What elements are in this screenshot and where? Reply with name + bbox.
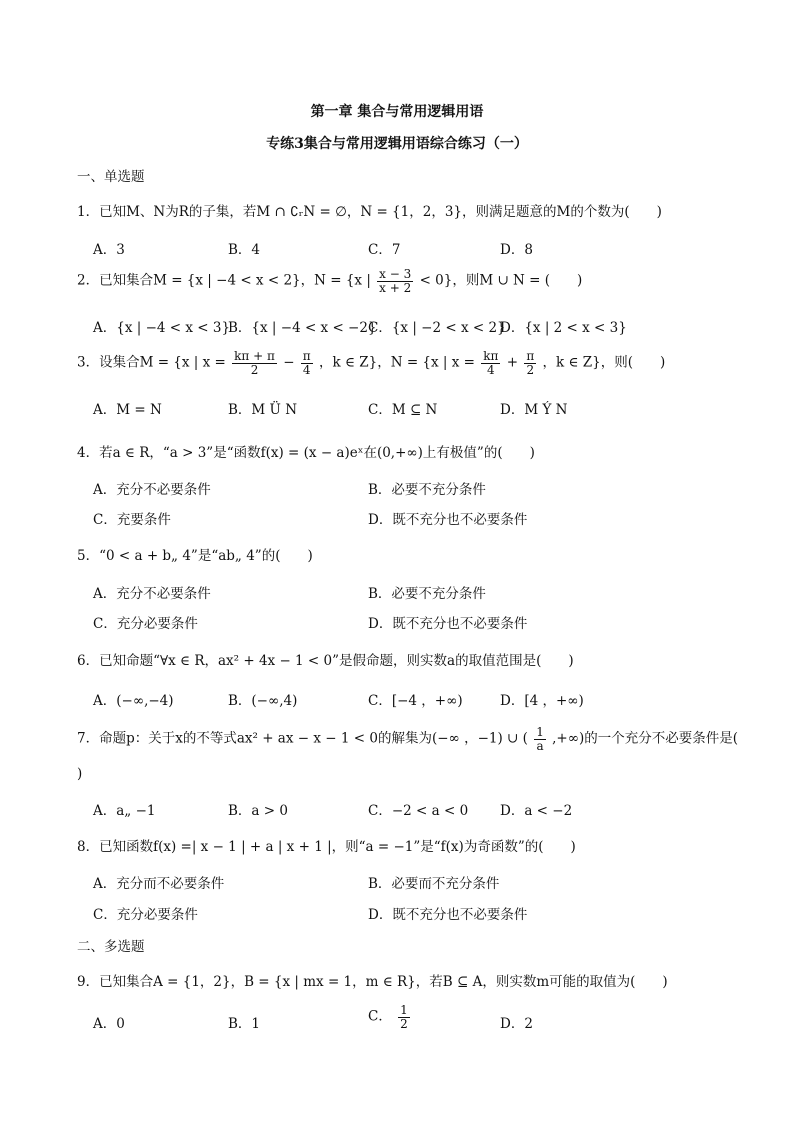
q5-option-a: A．充分不必要条件 [93, 586, 211, 602]
q8-option-a: A．充分而不必要条件 [93, 876, 225, 892]
q1-option-a: A．3 [93, 242, 125, 258]
q9-c-frac-den: 2 [400, 1016, 408, 1031]
question-9-stem: 9．已知集合A = {1，2}，B = {x | mx = 1，m ∈ R}，若B ⊆ A，则实数m可能的取值为( ) [77, 974, 668, 990]
q2-fraction [377, 268, 413, 294]
q3-mid-1: − [283, 354, 295, 371]
question-4-stem: 4．若a ∈ R，“a > 3”是“函数f(x) = (x − a)eˣ在(0,+∞)上有极值”的( ) [77, 445, 535, 461]
q3-mid-3: + [506, 354, 519, 371]
q9-option-c [368, 1004, 412, 1030]
q5-option-c: C．充分必要条件 [93, 616, 198, 632]
q3-fraction-2 [301, 350, 313, 376]
q3-f2-num: π [302, 349, 311, 363]
q3-f1-den: 2 [250, 362, 259, 377]
q7-stem-pre: 7．命题p：关于x的不等式ax² + ax − x − 1 < 0的解集为(−∞ ，−1) ∪ ( [77, 730, 528, 747]
question-2-stem [77, 268, 582, 294]
q3-f4-den: 2 [526, 362, 535, 377]
q9-option-d: D．2 [500, 1016, 533, 1032]
q7-option-d: D．a < −2 [500, 803, 573, 819]
section-single-choice: 一、单选题 [77, 169, 145, 185]
q6-option-d: D．[4 ，+∞) [500, 693, 584, 709]
q9-c-frac-num: 1 [400, 1003, 408, 1017]
q3-f4-num: π [526, 349, 535, 363]
q9-option-a: A．0 [93, 1016, 125, 1032]
question-6-stem: 6．已知命题“∀x ∈ R，ax² + 4x − 1 < 0”是假命题，则实数a的取值范围是( ) [77, 653, 574, 669]
q4-option-b: B．必要不充分条件 [368, 482, 486, 498]
q3-f2-den: 4 [302, 362, 311, 377]
q3-option-a: A．M = N [93, 402, 162, 418]
q5-option-b: B．必要不充分条件 [368, 586, 486, 602]
q2-frac-num: x − 3 [379, 267, 412, 281]
section-multi-choice: 二、多选题 [77, 939, 145, 955]
q1-option-c: C．7 [368, 242, 401, 258]
q8-option-d: D．既不充分也不必要条件 [368, 907, 528, 923]
q7-option-b: B．a > 0 [228, 803, 288, 819]
q6-option-b: B．(−∞,4) [228, 693, 298, 709]
q8-option-b: B．必要而不充分条件 [368, 876, 500, 892]
q7-frac-den: a [536, 738, 544, 753]
q3-fraction-4 [524, 350, 536, 376]
q3-stem-pre: 3．设集合M = {x | x = [77, 354, 226, 371]
q2-option-c: C．{x | −2 < x < 2} [368, 320, 506, 336]
q8-option-c: C．充分必要条件 [93, 907, 198, 923]
q2-stem-pre: 2．已知集合M = {x | −4 < x < 2}，N = {x | [77, 272, 371, 289]
question-1-stem: 1．已知M、N为R的子集，若M ∩ ∁ᵣN = ∅，N = {1，2，3}，则满足题意的M的个数为( ) [77, 204, 662, 220]
chapter-title: 第一章 集合与常用逻辑用语 [310, 104, 484, 120]
q1-option-b: B．4 [228, 242, 261, 258]
q1-option-d: D．8 [500, 242, 533, 258]
q3-f3-num: kπ [483, 349, 499, 363]
q3-fraction-3 [481, 350, 500, 376]
q3-fraction-1 [232, 350, 277, 376]
q6-option-c: C．[−4 ，+∞) [368, 693, 463, 709]
q4-option-a: A．充分不必要条件 [93, 482, 211, 498]
q3-option-c: C．M ⊆ N [368, 402, 438, 418]
q2-option-a: A．{x | −4 < x < 3} [93, 320, 231, 336]
q2-frac-den: x + 2 [379, 280, 412, 295]
q4-option-c: C．充要条件 [93, 512, 171, 528]
worksheet-subtitle: 专练3集合与常用逻辑用语综合练习（一） [266, 136, 528, 152]
question-8-stem: 8．已知函数f(x) =| x − 1 | + a | x + 1 |，则“a = −1”是“f(x)为奇函数”的( ) [77, 839, 576, 855]
question-7-stem-continued: ) [77, 766, 83, 782]
q9-option-b: B．1 [228, 1016, 261, 1032]
question-7-stem [77, 726, 738, 752]
q9-option-c-fraction [398, 1004, 410, 1030]
question-3-stem [77, 350, 665, 376]
q7-stem-post: ,+∞)的一个充分不必要条件是( [552, 730, 739, 747]
q3-f3-den: 4 [487, 362, 495, 377]
q2-option-b: B．{x | −4 < x < −2} [228, 320, 377, 336]
q4-option-d: D．既不充分也不必要条件 [368, 512, 528, 528]
q6-option-a: A．(−∞,−4) [93, 693, 174, 709]
q7-option-a: A．a„ −1 [93, 803, 156, 819]
q3-stem-post: ，k ∈ Z}，则( ) [542, 354, 666, 371]
q7-fraction [534, 726, 546, 752]
q7-frac-num: 1 [536, 725, 544, 739]
q3-option-b: B．M Ü N [228, 402, 298, 418]
q3-mid-2: ，k ∈ Z}，N = {x | x = [318, 354, 475, 371]
q5-option-d: D．既不充分也不必要条件 [368, 616, 528, 632]
q2-option-d: D．{x | 2 < x < 3} [500, 320, 627, 336]
q3-f1-num: kπ + π [234, 349, 275, 363]
q9-option-c-label: C． [368, 1008, 392, 1025]
question-5-stem: 5．“0 < a + b„ 4”是“ab„ 4”的( ) [77, 548, 313, 564]
q2-stem-post: < 0}，则M ∪ N = ( ) [419, 272, 583, 289]
q3-option-d: D．M Ý N [500, 402, 568, 418]
q7-option-c: C．−2 < a < 0 [368, 803, 469, 819]
